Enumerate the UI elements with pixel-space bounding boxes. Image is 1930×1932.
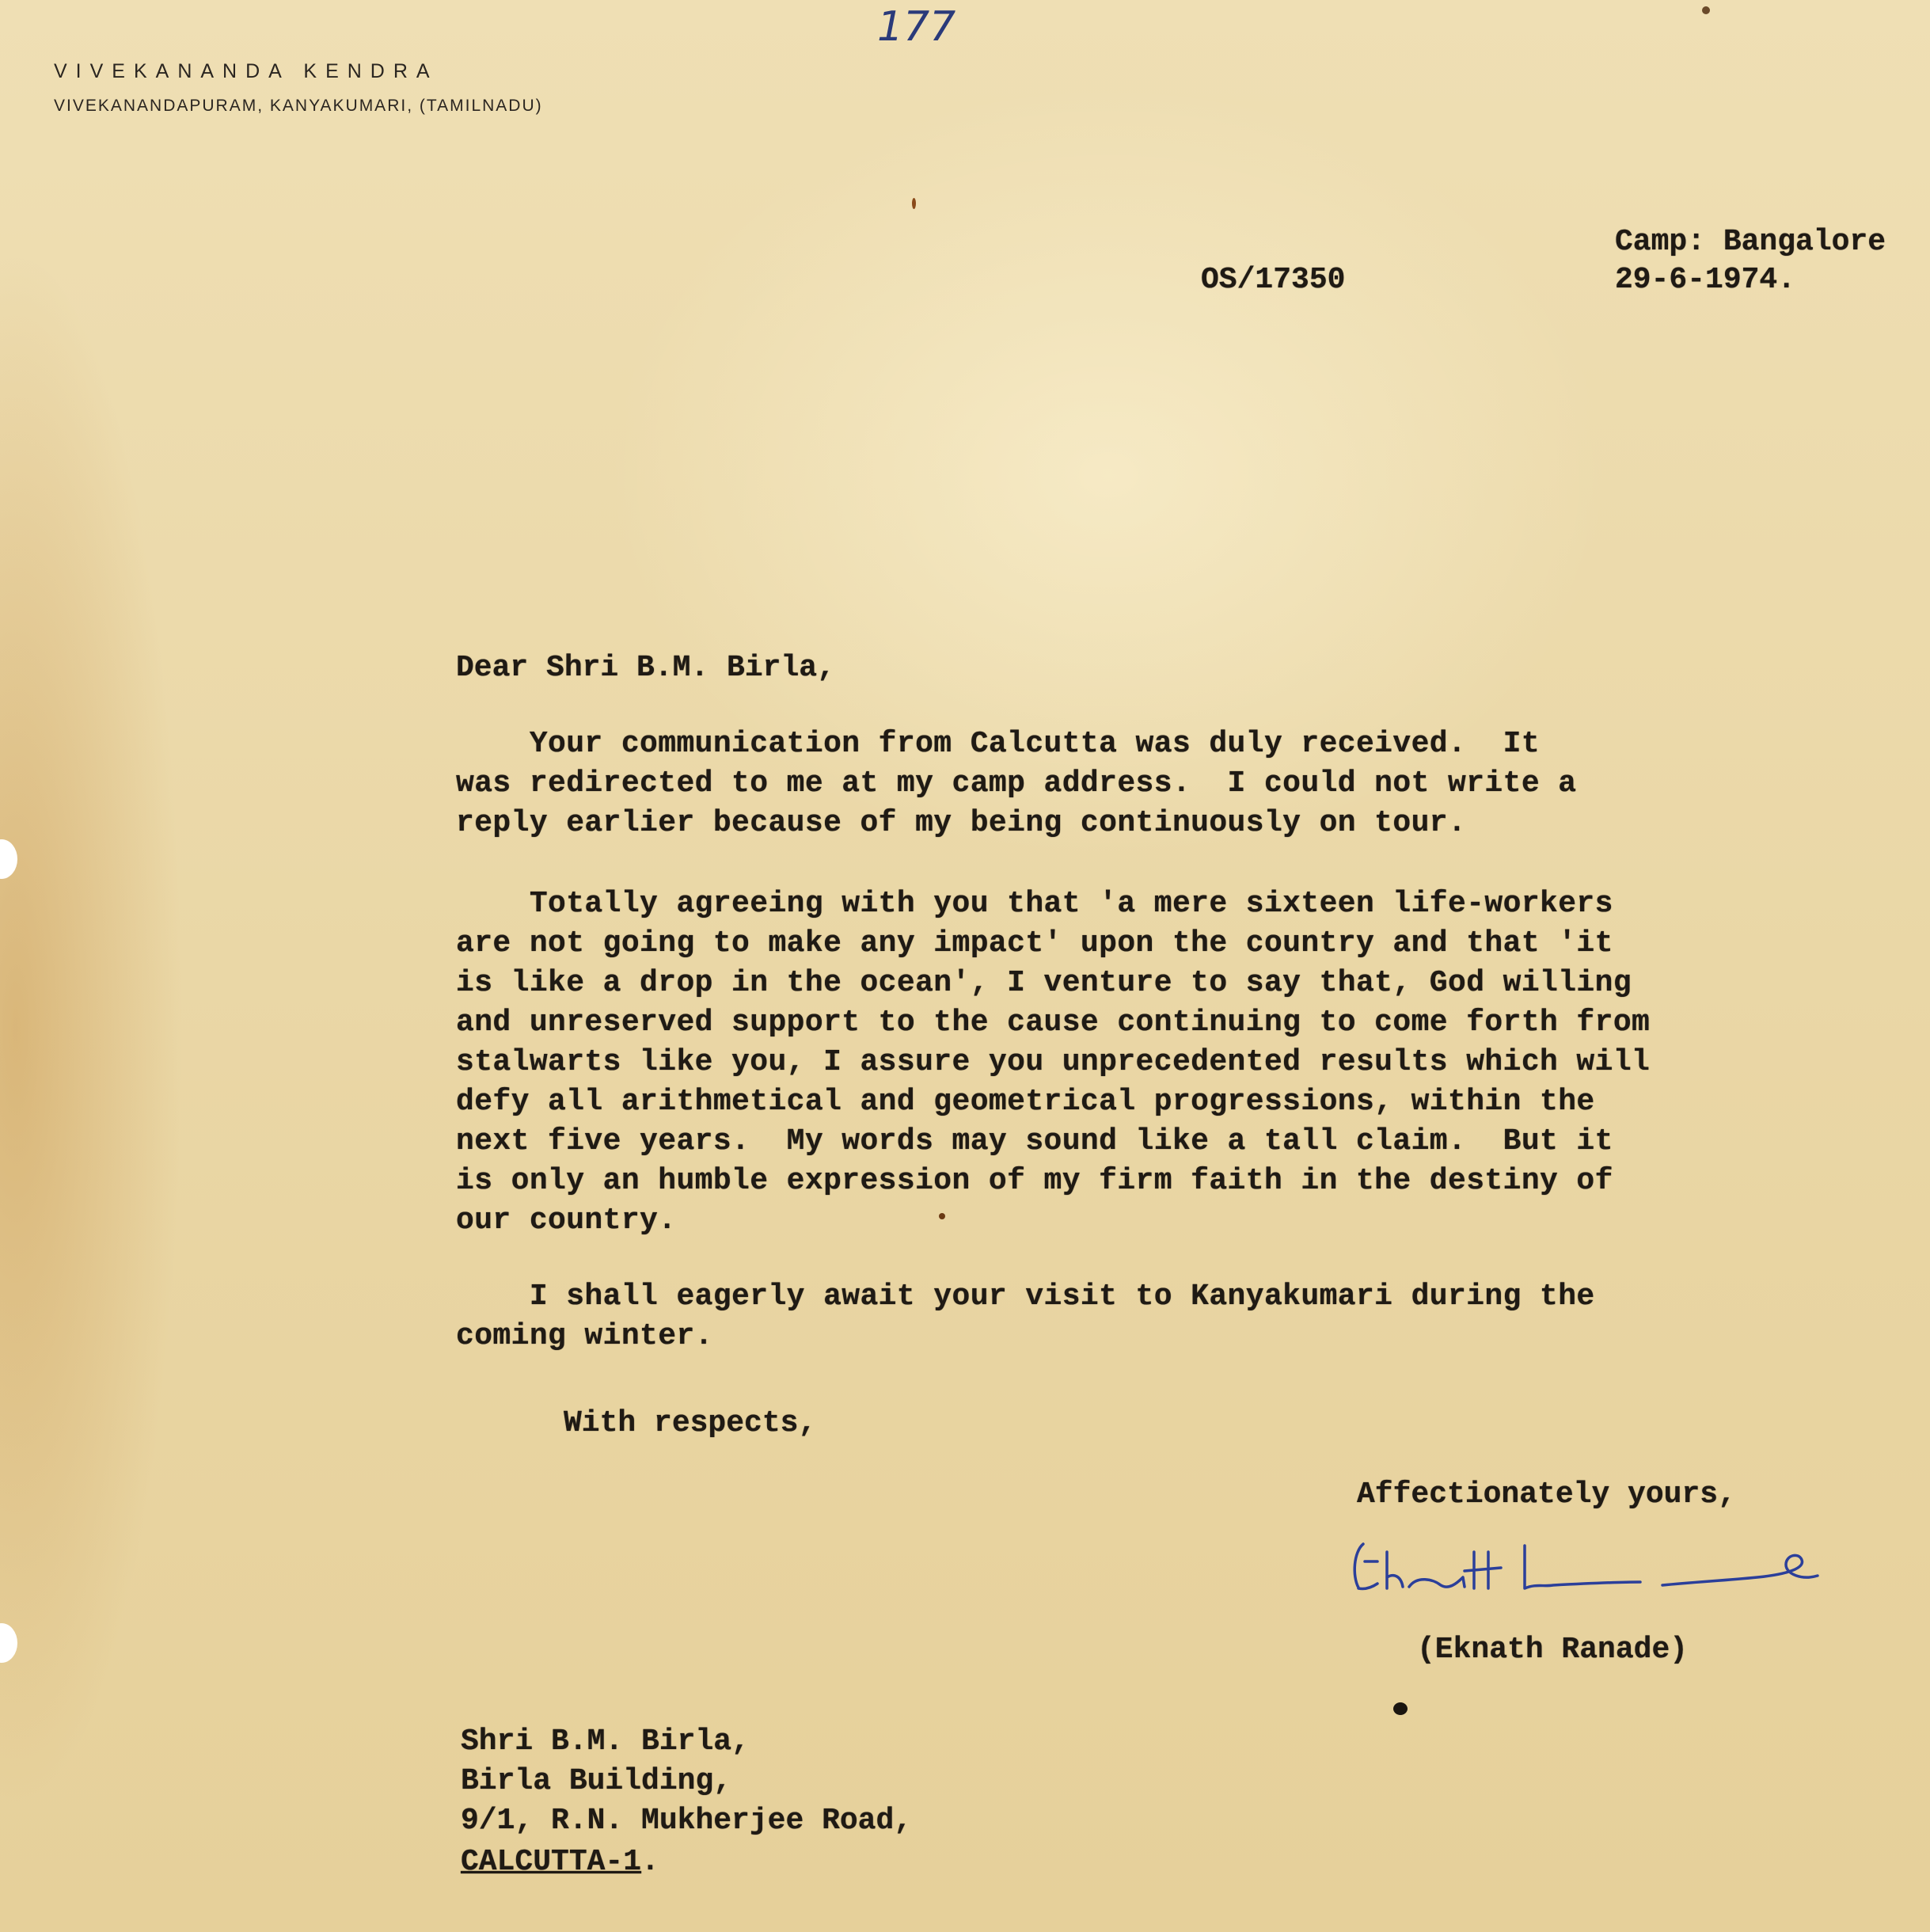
letterhead-org: VIVEKANANDA KENDRA [54,60,439,82]
ink-speck [1393,1702,1408,1715]
reference-number: OS/17350 [1201,263,1346,297]
letter-date: 29-6-1974. [1615,263,1796,297]
paragraph-3-line-1: I shall eagerly await your visit to Kanyakumari during the [456,1280,1595,1314]
paragraph-2-line-1: Totally agreeing with you that 'a mere sixteen life-workers [456,887,1613,921]
addressee-city: CALCUTTA-1 [461,1845,642,1879]
closing: Affectionately yours, [1357,1478,1736,1512]
with-respects: With respects, [564,1406,817,1440]
punch-hole-bottom [0,1623,17,1663]
paragraph-2-line-9: our country. [456,1204,677,1238]
ink-speck [912,198,916,209]
page-number: 177 [877,3,956,51]
paragraph-2-line-3: is like a drop in the ocean', I venture to say that, God willing [456,966,1632,1000]
ink-speck [939,1213,945,1219]
signature [1346,1528,1821,1607]
paragraph-2-line-5: stalwarts like you, I assure you unprecedented results which will [456,1045,1651,1079]
addressee-name: Shri B.M. Birla, [461,1725,750,1759]
addressee-city-suffix: . [641,1845,659,1879]
paragraph-1-line-3: reply earlier because of my being continuously on tour. [456,806,1467,840]
addressee-street: 9/1, R.N. Mukherjee Road, [461,1804,913,1838]
paragraph-1-line-2: was redirected to me at my camp address. I could not write a [456,766,1577,801]
addressee-building: Birla Building, [461,1764,732,1798]
camp-location: Camp: Bangalore [1615,225,1886,259]
paragraph-2-line-6: defy all arithmetical and geometrical progressions, within the [456,1085,1595,1119]
paragraph-3-line-2: coming winter. [456,1319,713,1353]
ink-speck [1702,6,1710,14]
letterhead-address: VIVEKANANDAPURAM, KANYAKUMARI, (TAMILNADU) [54,97,543,115]
salutation: Dear Shri B.M. Birla, [456,651,835,685]
paragraph-2-line-8: is only an humble expression of my firm faith in the destiny of [456,1164,1613,1198]
signatory-name: (Eknath Ranade) [1417,1633,1689,1667]
addressee-city-line [461,1845,659,1879]
paragraph-2-line-4: and unreserved support to the cause continuing to come forth from [456,1006,1651,1040]
paragraph-2-line-7: next five years. My words may sound like a tall claim. But it [456,1124,1613,1158]
punch-hole-top [0,839,17,879]
paragraph-2-line-2: are not going to make any impact' upon the country and that 'it [456,926,1613,960]
paragraph-1-line-1: Your communication from Calcutta was duly received. It [456,727,1541,761]
